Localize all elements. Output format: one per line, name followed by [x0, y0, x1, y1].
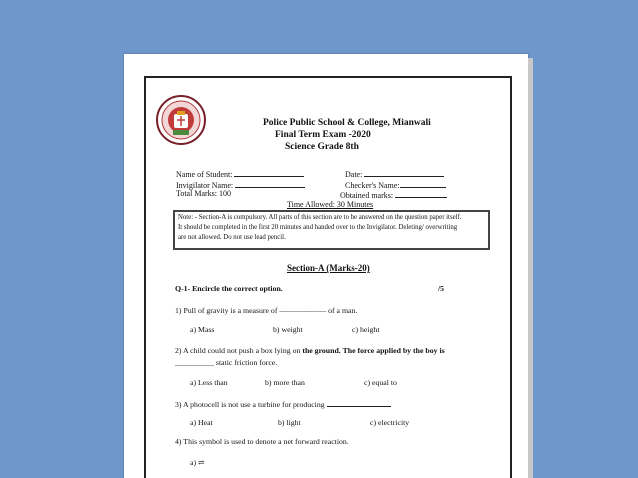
- note-line-2: It should be completed in the first 20 minutes and handed over to the Invigilator. Deleting/ overwriting: [178, 224, 458, 231]
- invigilator-label: Invigilator Name:: [176, 181, 234, 190]
- exam-title: Final Term Exam -2020: [275, 130, 371, 140]
- q3-option-c[interactable]: c) electricity: [370, 418, 410, 427]
- section-title: Section-A (Marks-20): [287, 263, 370, 273]
- total-marks: Total Marks: 100: [176, 189, 231, 198]
- question-2-text-b: the ground. The force applied by the boy is: [302, 346, 445, 355]
- q1-option-a[interactable]: a) Mass: [190, 325, 215, 334]
- obtained-label: Obtained marks:: [340, 191, 394, 200]
- question-4: 4) This symbol is used to denote a net forward reaction.: [175, 437, 349, 446]
- instructions-note: [173, 210, 490, 250]
- q2-option-b[interactable]: b) more than: [265, 378, 305, 387]
- q1-option-b[interactable]: b) weight: [273, 325, 303, 334]
- question-2-line-1: [175, 346, 445, 356]
- question-1: 1) Pull of gravity is a measure of —————— of a man.: [175, 306, 358, 315]
- grade-title: Science Grade 8th: [285, 142, 359, 152]
- q3-option-b[interactable]: b) light: [278, 418, 301, 427]
- q2-option-a[interactable]: a) Less than: [190, 378, 228, 387]
- time-allowed: Time Allowed: 30 Minutes: [287, 200, 374, 209]
- q3-option-a[interactable]: a) Heat: [190, 418, 213, 427]
- note-line-3: are not allowed. Do not use lead pencil.: [178, 234, 286, 241]
- q4-option-a[interactable]: a) ⇌: [190, 458, 205, 467]
- date-label: Date:: [345, 170, 363, 179]
- checker-label: Checker's Name:: [345, 181, 400, 190]
- school-logo-icon: [155, 94, 207, 146]
- paper-edge: [528, 58, 533, 478]
- question-2-line-2: __________ static friction force.: [175, 358, 278, 367]
- note-line-1: Note: - Section-A is compulsory. All parts of this section are to be answered on the question paper itself.: [178, 214, 462, 221]
- q2-option-c[interactable]: c) equal to: [364, 378, 397, 387]
- q1-title: Q-1- Encircle the correct option.: [175, 284, 283, 293]
- student-name-label: Name of Student:: [176, 170, 233, 179]
- question-2-text-a: 2) A child could not push a box lying on: [175, 346, 303, 355]
- question-3-text: 3) A photocell is not use a turbine for producing: [175, 400, 325, 409]
- school-name: Police Public School & College, Mianwali: [263, 118, 431, 128]
- q1-option-c[interactable]: c) height: [352, 325, 380, 334]
- question-3: [175, 398, 391, 410]
- q1-marks: /5: [438, 284, 445, 293]
